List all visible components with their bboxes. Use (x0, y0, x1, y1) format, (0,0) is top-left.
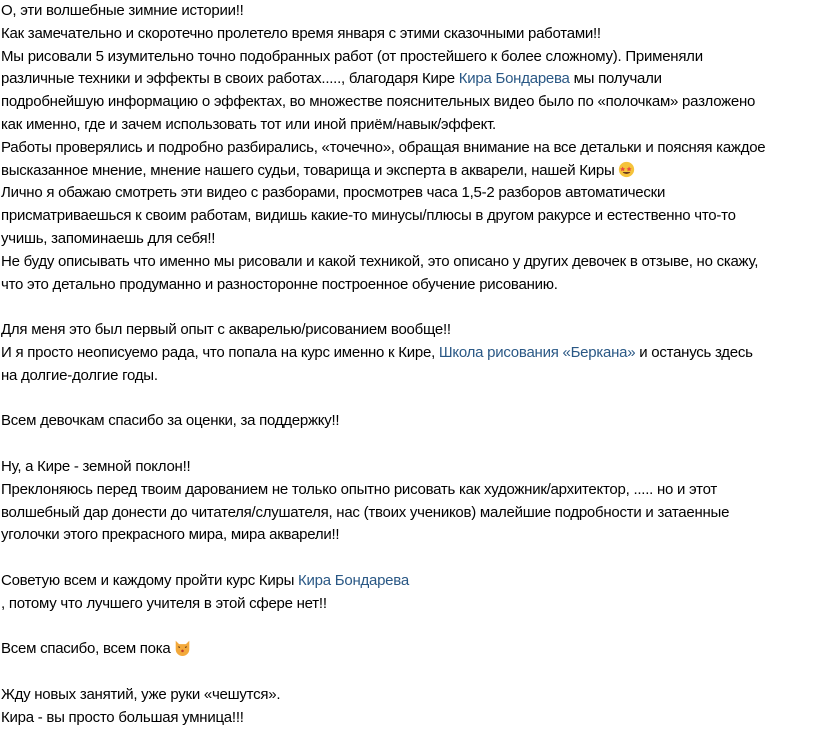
mention-link[interactable]: Школа рисования «Беркана» (438, 343, 636, 361)
text-segment: О, эти волшебные зимние истории!! (1, 2, 244, 19)
text-segment: Работы проверялись и подробно разбирались, «точечно», обращая внимание на все детальки и поясняя каждое (1, 138, 766, 156)
text-line (1, 707, 831, 730)
text-line (1, 638, 831, 661)
text-segment: учишь, запоминаешь для себя!! (1, 229, 216, 247)
text-line (1, 388, 831, 411)
text-segment: и останусь здесь (635, 343, 753, 361)
text-segment: волшебный дар донести до читателя/слушателя, нас (твоих учеников) малейшие подробности и затаенные (1, 503, 730, 521)
text-line (1, 661, 831, 684)
text-segment: Не буду описывать что именно мы рисовали и какой техникой, это описано у других девочек в отзыве, но скажу, (1, 252, 759, 270)
text-line (1, 274, 831, 297)
text-line (1, 524, 831, 547)
text-segment: Всем спасибо, всем пока (1, 640, 171, 658)
text-line (1, 68, 831, 91)
text-segment: различные техники и эффекты в своих работах....., благодаря Кире (1, 70, 459, 88)
text-segment: Мы рисовали 5 изумительно точно подобранных работ (от простейшего к более сложному). Применяли (1, 47, 703, 65)
text-line (1, 137, 831, 160)
text-segment: И я просто неописуемо рада, что попала на курс именно к Кире, (1, 343, 439, 361)
text-segment: как именно, где и зачем использовать тот или иной приём/навык/эффект. (1, 115, 496, 133)
text-segment: , потому что лучшего учителя в этой сфере нет!! (1, 594, 327, 612)
text-line (1, 456, 831, 479)
text-line (1, 251, 831, 274)
text-line (1, 684, 831, 707)
text-line (1, 91, 831, 114)
text-line (1, 160, 831, 183)
text-segment: Жду новых занятий, уже руки «чешутся». (1, 685, 281, 703)
text-line (1, 547, 831, 570)
text-segment: присматриваешься к своим работам, видишь какие-то минусы/плюсы в другом ракурсе и естественно что-то (1, 207, 736, 225)
text-segment: уголочки этого прекрасного мира, мира акварели!! (1, 526, 340, 544)
text-segment: что это детально продуманно и разносторонне построенное обучение рисованию. (1, 275, 558, 293)
text-line (1, 593, 831, 616)
text-line (1, 182, 831, 205)
text-line (1, 319, 831, 342)
text-segment: Советую всем и каждому пройти курс Киры (1, 571, 299, 589)
text-line (1, 342, 831, 365)
text-line (1, 433, 831, 456)
text-segment: Лично я обажаю смотреть эти видео с разборами, просмотрев часа 1,5-2 разборов автоматически (1, 184, 666, 202)
text-line (1, 0, 831, 23)
text-segment: Для меня это был первый опыт с акварелью/рисованием вообще!! (1, 321, 451, 339)
star-struck-emoji-icon (618, 161, 635, 178)
text-segment: Кира - вы просто большая умница!!! (1, 708, 244, 726)
text-segment: мы получали (569, 70, 662, 88)
text-line (1, 228, 831, 251)
text-line (1, 365, 831, 388)
text-segment: Как замечательно и скоротечно пролетело время января с этими сказочными работами!! (1, 24, 601, 42)
mention-link[interactable]: Кира Бондарева (298, 571, 409, 589)
text-line (1, 570, 831, 593)
text-segment: Ну, а Кире - земной поклон!! (1, 457, 191, 475)
text-line (1, 46, 831, 69)
text-line (1, 114, 831, 137)
text-line (1, 502, 831, 525)
text-segment: на долгие-долгие годы. (1, 366, 158, 384)
text-segment: Всем девочкам спасибо за оценки, за поддержку!! (1, 412, 340, 430)
text-segment: высказанное мнение, мнение нашего судьи, товарища и эксперта в акварели, нашей Киры (1, 161, 615, 179)
text-line (1, 410, 831, 433)
text-line (1, 616, 831, 639)
mention-link[interactable]: Кира Бондарева (458, 70, 570, 88)
text-segment: подробнейшую информацию о эффектах, во множестве пояснительных видео было по «полочкам» разложено (1, 93, 756, 111)
kissing-cat-emoji-icon (174, 639, 191, 656)
text-line (1, 23, 831, 46)
text-segment: Преклоняюсь перед твоим дарованием не только опытно рисовать как художник/архитектор, ..... но и этот (1, 480, 717, 498)
text-line (1, 205, 831, 228)
text-line (1, 296, 831, 319)
text-line (1, 479, 831, 502)
